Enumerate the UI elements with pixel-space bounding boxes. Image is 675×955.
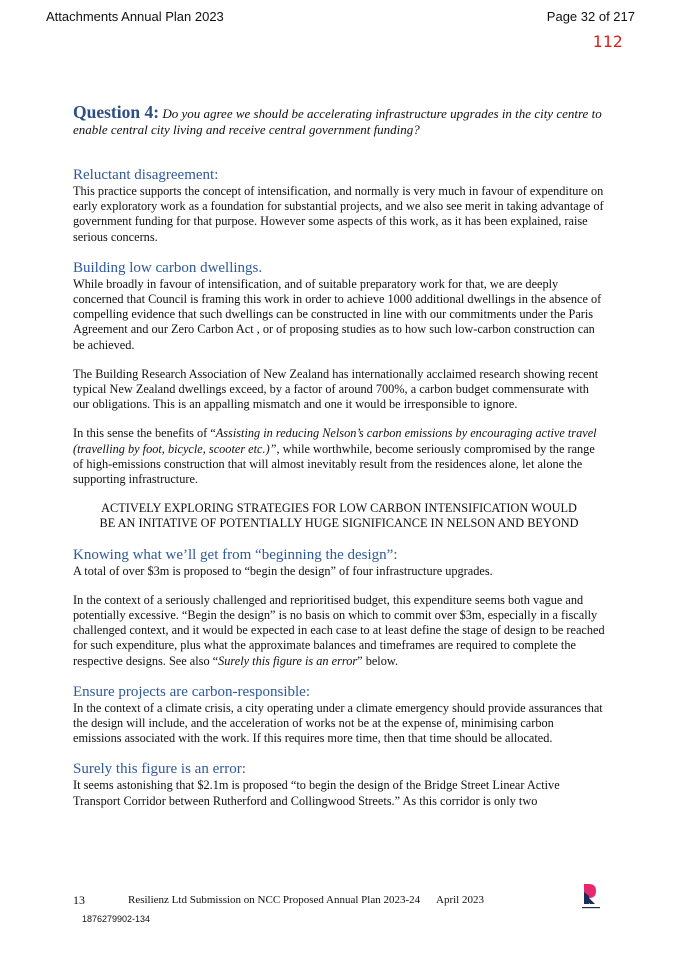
header-title: Attachments Annual Plan 2023 xyxy=(46,9,224,24)
section-heading-beginning-design: Knowing what we’ll get from “beginning the design”: xyxy=(73,546,398,563)
page-indicator: Page 32 of 217 xyxy=(546,9,635,24)
text-run: while worthwhile, become seriously compromised by the range of high-emissions construction that will almost inevitably result from the residences alone, let alone the supporting infrastructure. xyxy=(73,441,595,487)
document-id: 1876279902-134 xyxy=(82,914,151,924)
callout-line: BE AN INITATIVE OF POTENTIALLY HUGE SIGNIFICANCE IN NELSON AND BEYOND xyxy=(99,516,579,531)
footer-page-number: 13 xyxy=(73,893,85,907)
quoted-text: Assisting in reducing Nelson’s carbon emissions by encouraging active travel (travelling by foot, bicycle, scooter etc.)”, xyxy=(73,426,597,456)
paragraph: The Building Research Association of New Zealand has internationally acclaimed research showing recent typical New Zealand dwellings exceed, by a factor of around 700%, a carbon budget commensurate with our obligations. This is an appalling mismatch and one it would be irresponsible to ignore. xyxy=(73,366,599,412)
question-block xyxy=(73,104,605,138)
document-body xyxy=(73,104,605,809)
paragraph: It seems astonishing that $2.1m is proposed “to begin the design of the Bridge Street Linear Active Transport Corridor between Rutherford and Collingwood Streets.” As this corridor is only two xyxy=(73,778,560,808)
section-heading-low-carbon: Building low carbon dwellings. xyxy=(73,259,263,276)
text-run: In the context of a seriously challenged and reprioritised budget, this expenditure seems both vague and potentially excessive. “Begin the design” is no basis on which to commit over $3m, especially in a fiscally challenged context, and it would be expected in each case to at least define the stage of design to be reached for such expenditure, plus what the approximate balances and timeframes are required to complete the respective designs. See also “ xyxy=(73,592,605,668)
paragraph: A total of over $3m is proposed to “begin the design” of four infrastructure upgrades. xyxy=(73,563,493,578)
text-run: In this sense the benefits of “ xyxy=(73,426,216,441)
emphasis-text: Surely this figure is an error xyxy=(218,653,358,668)
text-run: ” below. xyxy=(357,653,399,668)
section-heading-reluctant: Reluctant disagreement: xyxy=(73,167,219,183)
paragraph: This practice supports the concept of intensification, and normally is very much in favour of expenditure on early exploratory work as a foundation for substantial projects, and we also see merit in taking advantage of government funding for that purpose. However some aspects of this work, as it has been explained, raise serious concerns. xyxy=(73,184,604,244)
paragraph xyxy=(73,593,605,669)
paragraph xyxy=(73,426,605,487)
footer-text: Resilienz Ltd Submission on NCC Proposed Annual Plan 2023-24 April 2023 xyxy=(128,894,484,906)
question-text: Do you agree we should be accelerating infrastructure upgrades in the city centre to enable central city living and receive central government funding? xyxy=(73,106,602,137)
callout-line: ACTIVELY EXPLORING STRATEGIES FOR LOW CARBON INTENSIFICATION WOULD xyxy=(101,501,577,516)
paragraph: In the context of a climate crisis, a city operating under a climate emergency should provide assurances that the design will include, and the acceleration of works not be at the expense of, minimising carbon emissions associated with the work. If this requires more time, then that time should be allocated. xyxy=(73,700,603,746)
question-label: Question 4: xyxy=(73,102,160,122)
paragraph: While broadly in favour of intensification, and of suitable preparatory work for that, we are deeply concerned that Council is framing this work in order to achieve 1000 additional dwellings in the absence of compelling evidence that such dwellings can be constructed in line with our commitments under the Paris Agreement and our Zero Carbon Act , or of proposing studies as to how such low-carbon construction can be achieved. xyxy=(73,276,602,352)
section-heading-carbon-responsible: Ensure projects are carbon-responsible: xyxy=(73,683,310,700)
resilienz-logo-icon xyxy=(580,882,602,912)
section-heading-figure-error: Surely this figure is an error: xyxy=(73,761,246,778)
page-stamp: 112 xyxy=(592,32,623,51)
